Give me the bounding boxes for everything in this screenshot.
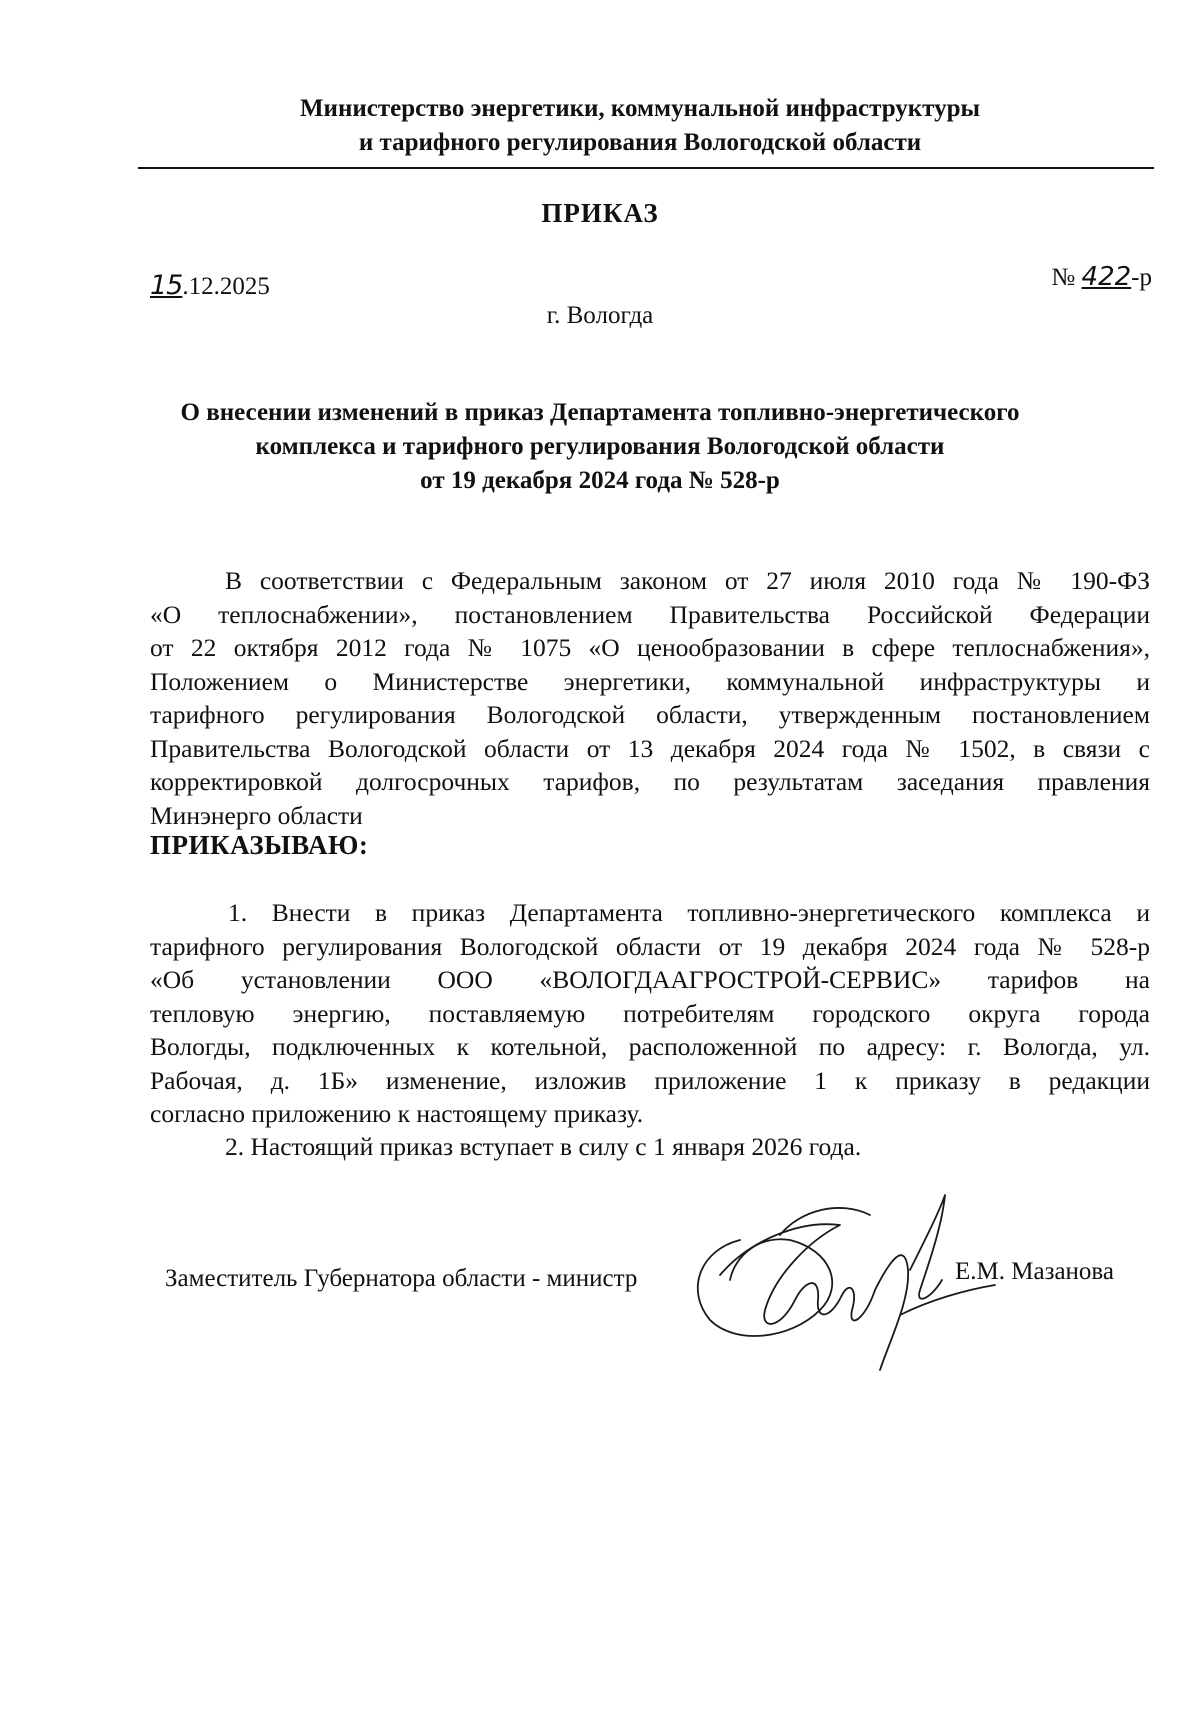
number-suffix: -р (1131, 264, 1152, 291)
order-item-2: 2. Настоящий приказ вступает в силу с 1 января 2026 года. (225, 1132, 862, 1161)
number-prefix: № (1051, 264, 1082, 291)
ministry-header (140, 92, 1140, 160)
preamble-line: Минэнерго области (150, 800, 363, 830)
preamble-line: В соответствии с Федеральным законом от 27 июля 2010 года № 190-ФЗ (225, 566, 1150, 595)
document-city: г. Вологда (546, 302, 654, 329)
date-rest: .12.2025 (182, 273, 270, 300)
preamble-line: корректировкой долгосрочных тарифов, по результатам заседания правления (150, 767, 1150, 796)
order-keyword: ПРИКАЗЫВАЮ: (150, 830, 369, 860)
preamble-paragraph (150, 564, 1150, 832)
document-date (150, 270, 270, 301)
item1-line: 1. Внести в приказ Департамента топливно-энергетического комплекса и (228, 898, 1150, 927)
preamble-line: «О теплоснабжении», постановлением Правительства Российской Федерации (150, 599, 1150, 629)
preamble-line: Положением о Министерстве энергетики, коммунальной инфраструктуры и (150, 666, 1150, 696)
item1-line: Рабочая, д. 1Б» изменение, изложив приложение 1 к приказу в редакции (150, 1065, 1150, 1095)
order-item-1 (150, 896, 1150, 1131)
header-divider (138, 167, 1154, 169)
item1-line: тепловую энергию, поставляемую потребителям городского округа города (150, 998, 1150, 1028)
item1-line: «Об установлении ООО «ВОЛОГДААГРОСТРОЙ-СЕРВИС» тарифов на (150, 965, 1150, 994)
item1-line: согласно приложению к настоящему приказу. (150, 1099, 644, 1128)
number-handwritten: 422 (1081, 262, 1132, 292)
document-subject (100, 396, 1100, 498)
ministry-header-line2: и тарифного регулирования Вологодской области (358, 129, 922, 156)
subject-line: О внесении изменений в приказ Департамента топливно-энергетического (180, 399, 1020, 426)
signer-name: Е.М. Мазанова (955, 1258, 1114, 1285)
signer-title: Заместитель Губернатора области - министр (165, 1265, 638, 1292)
date-day-handwritten: 15 (150, 270, 183, 301)
document-title: ПРИКАЗ (541, 198, 659, 228)
preamble-line: тарифного регулирования Вологодской области, утвержденным постановлением (150, 700, 1150, 729)
preamble-line: Правительства Вологодской области от 13 декабря 2024 года № 1502, в связи с (150, 733, 1150, 763)
ministry-header-line1: Министерство энергетики, коммунальной инфраструктуры (299, 95, 981, 122)
document-number (1051, 262, 1152, 292)
subject-line: комплекса и тарифного регулирования Вологодской области (255, 433, 945, 460)
item1-line: Вологды, подключенных к котельной, расположенной по адресу: г. Вологда, ул. (150, 1032, 1150, 1061)
handwritten-signature (680, 1180, 1000, 1380)
preamble-line: от 22 октября 2012 года № 1075 «О ценообразовании в сфере теплоснабжения», (150, 633, 1150, 662)
item1-line: тарифного регулирования Вологодской области от 19 декабря 2024 года № 528-р (150, 931, 1150, 961)
subject-line: от 19 декабря 2024 года № 528-р (420, 467, 780, 494)
